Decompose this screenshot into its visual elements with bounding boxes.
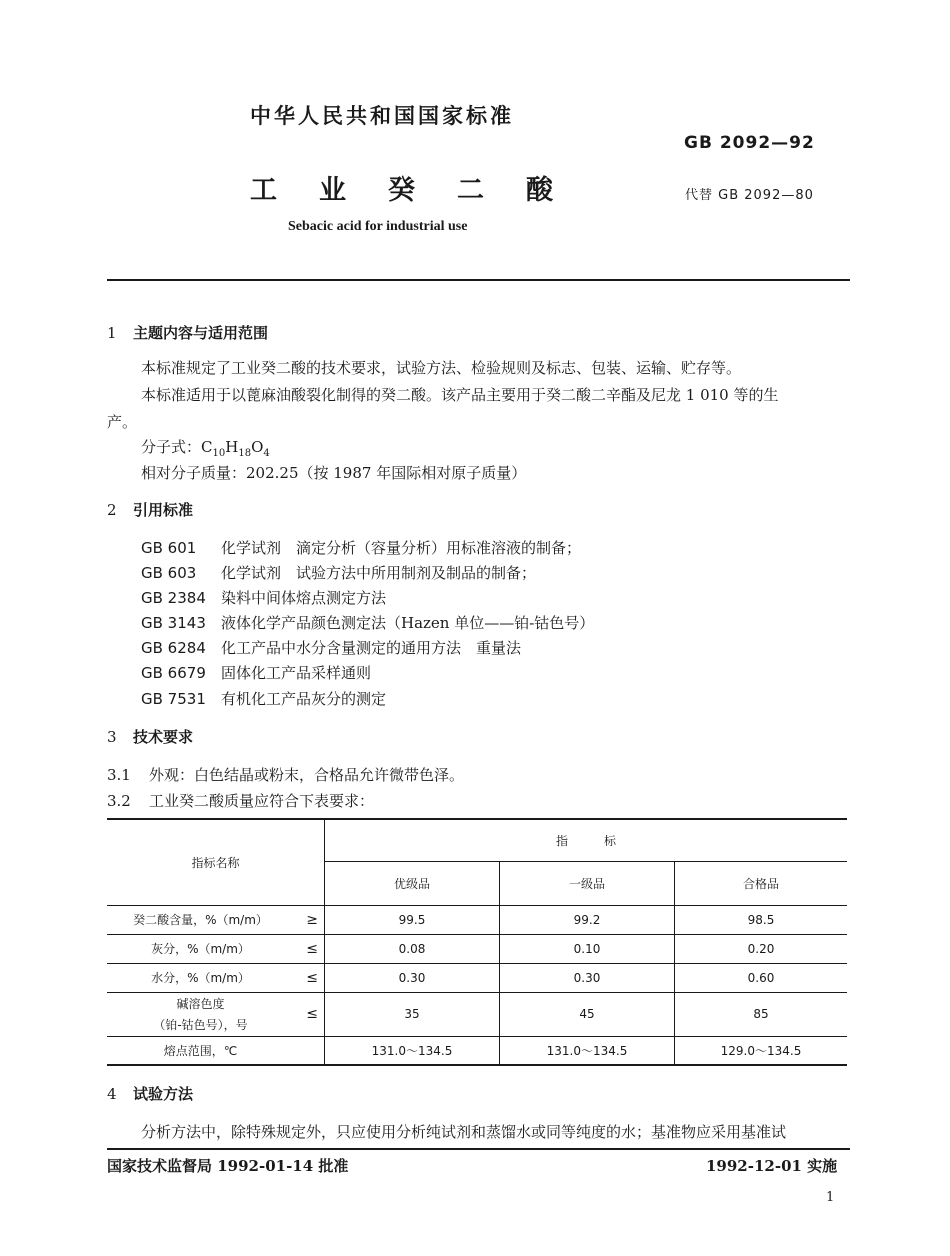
value-cell: 85 (675, 992, 848, 1036)
indicator-name-line-2: （铂-钴色号），号 (153, 1018, 248, 1032)
indicator-name: 癸二酸含量，%（m/m） (133, 913, 268, 927)
reference-code: GB 2384 (141, 589, 206, 607)
value-cell: 129.0～134.5 (675, 1036, 848, 1065)
reference-item (141, 612, 594, 633)
table-row (107, 992, 847, 1036)
value-cell: 98.5 (675, 905, 848, 934)
value-cell: 0.20 (675, 934, 848, 963)
value-cell: 131.0～134.5 (500, 1036, 675, 1065)
section-number: 4 (107, 1085, 117, 1103)
section-number: 3 (107, 728, 117, 746)
indicator-name: 灰分，%（m/m） (151, 942, 250, 956)
section-1-paragraph-1: 本标准规定了工业癸二酸的技术要求，试验方法、检验规则及标志、包装、运输、贮存等。 (141, 359, 742, 377)
clause-number: 3.2 (107, 792, 131, 810)
formula-o: O (251, 438, 264, 456)
comparison-symbol: ≤ (306, 940, 318, 957)
section-title: 技术要求 (133, 728, 194, 746)
section-number: 2 (107, 501, 117, 519)
section-4-paragraph-1: 分析方法中，除特殊规定外，只应使用分析纯试剂和蒸馏水或同等纯度的水；基准物应采用基准试 (141, 1123, 787, 1141)
molecular-formula (141, 436, 270, 459)
indicator-name-cell (107, 905, 325, 934)
issuing-body-title: 中华人民共和国国家标准 (250, 103, 514, 128)
value-cell: 45 (500, 992, 675, 1036)
indicator-name-cell (107, 992, 325, 1036)
value-cell: 35 (325, 992, 500, 1036)
comparison-symbol: ≤ (306, 1006, 318, 1022)
reference-code: GB 7531 (141, 690, 206, 708)
indicator-name: 熔点范围，℃ (163, 1043, 238, 1058)
reference-item (141, 662, 371, 683)
reference-code: GB 3143 (141, 614, 206, 632)
reference-title: 化学试剂 滴定分析（容量分析）用标准溶液的制备； (221, 539, 582, 557)
value-cell: 99.2 (500, 905, 675, 934)
replaces-standard: 代替 GB 2092—80 (685, 188, 814, 203)
indicator-name-cell (107, 1036, 325, 1065)
table-row (107, 963, 847, 992)
reference-title: 化工产品中水分含量测定的通用方法 重量法 (221, 639, 522, 657)
quality-spec-table (107, 818, 847, 1066)
standard-number: GB 2092—92 (684, 133, 815, 153)
spec-table-body (107, 905, 847, 1065)
reference-item (141, 637, 521, 658)
section-title: 试验方法 (133, 1085, 194, 1103)
reference-item (141, 688, 386, 709)
section-title: 主题内容与适用范围 (133, 324, 269, 342)
value-cell: 0.60 (675, 963, 848, 992)
table-row (107, 934, 847, 963)
clause-3-2 (107, 790, 374, 811)
section-1-paragraph-2-cont: 产。 (107, 413, 138, 431)
document-title: 工业癸二酸 (250, 175, 595, 206)
reference-code: GB 6679 (141, 664, 206, 682)
english-title: Sebacic acid for industrial use (288, 219, 468, 234)
header-divider (107, 279, 850, 281)
value-cell: 0.10 (500, 934, 675, 963)
value-cell: 0.08 (325, 934, 500, 963)
table-row (107, 1036, 847, 1065)
indicator-name-cell (107, 963, 325, 992)
reference-title: 液体化学产品颜色测定法（Hazen 单位——铂-钴色号） (221, 614, 595, 632)
section-1-heading (107, 322, 268, 343)
header-indicator-name: 指标名称 (107, 819, 325, 905)
reference-item (141, 587, 386, 608)
clause-text: 外观：白色结晶或粉末，合格品允许微带色泽。 (149, 766, 465, 784)
table-row (107, 905, 847, 934)
comparison-symbol: ≥ (306, 911, 318, 928)
molecular-mass: 相对分子质量：202.25（按 1987 年国际相对原子质量） (141, 464, 527, 482)
reference-title: 固体化工产品采样通则 (221, 664, 372, 682)
reference-code: GB 603 (141, 564, 197, 582)
clause-3-1 (107, 764, 464, 785)
reference-code: GB 601 (141, 539, 197, 557)
indicator-name: 碱溶色度 (176, 997, 225, 1011)
value-cell: 0.30 (325, 963, 500, 992)
header-indicator: 指 标 (325, 819, 848, 861)
implementation-date: 1992-12-01 实施 (706, 1157, 838, 1175)
approval-info: 国家技术监督局 1992-01-14 批准 (107, 1157, 349, 1175)
page-number: 1 (826, 1190, 835, 1205)
reference-code: GB 6284 (141, 639, 206, 657)
section-2-heading (107, 499, 193, 520)
header-grade-qualified: 合格品 (675, 861, 848, 905)
reference-item (141, 537, 581, 558)
section-number: 1 (107, 324, 117, 342)
comparison-symbol: ≤ (306, 969, 318, 986)
footer-divider (107, 1148, 850, 1150)
value-cell: 99.5 (325, 905, 500, 934)
indicator-name-cell (107, 934, 325, 963)
formula-h-sub: 18 (238, 448, 252, 459)
formula-o-sub: 4 (263, 448, 270, 459)
formula-label: 分子式： (141, 438, 202, 456)
section-3-heading (107, 726, 193, 747)
clause-number: 3.1 (107, 766, 131, 784)
formula-c-sub: 10 (212, 448, 226, 459)
header-grade-first: 一级品 (500, 861, 675, 905)
clause-text: 工业癸二酸质量应符合下表要求： (149, 792, 375, 810)
formula-c: C (201, 438, 213, 456)
section-1-paragraph-2: 本标准适用于以蓖麻油酸裂化制得的癸二酸。该产品主要用于癸二酸二辛酯及尼龙 1 010 等的生 (141, 386, 779, 404)
section-title: 引用标准 (133, 501, 194, 519)
value-cell: 131.0～134.5 (325, 1036, 500, 1065)
value-cell: 0.30 (500, 963, 675, 992)
reference-item (141, 562, 536, 583)
section-4-heading (107, 1083, 193, 1104)
reference-title: 有机化工产品灰分的测定 (221, 690, 387, 708)
indicator-name: 水分，%（m/m） (151, 971, 250, 985)
reference-title: 染料中间体熔点测定方法 (221, 589, 387, 607)
reference-title: 化学试剂 试验方法中所用制剂及制品的制备； (221, 564, 537, 582)
formula-h: H (225, 438, 239, 456)
header-grade-superior: 优级品 (325, 861, 500, 905)
